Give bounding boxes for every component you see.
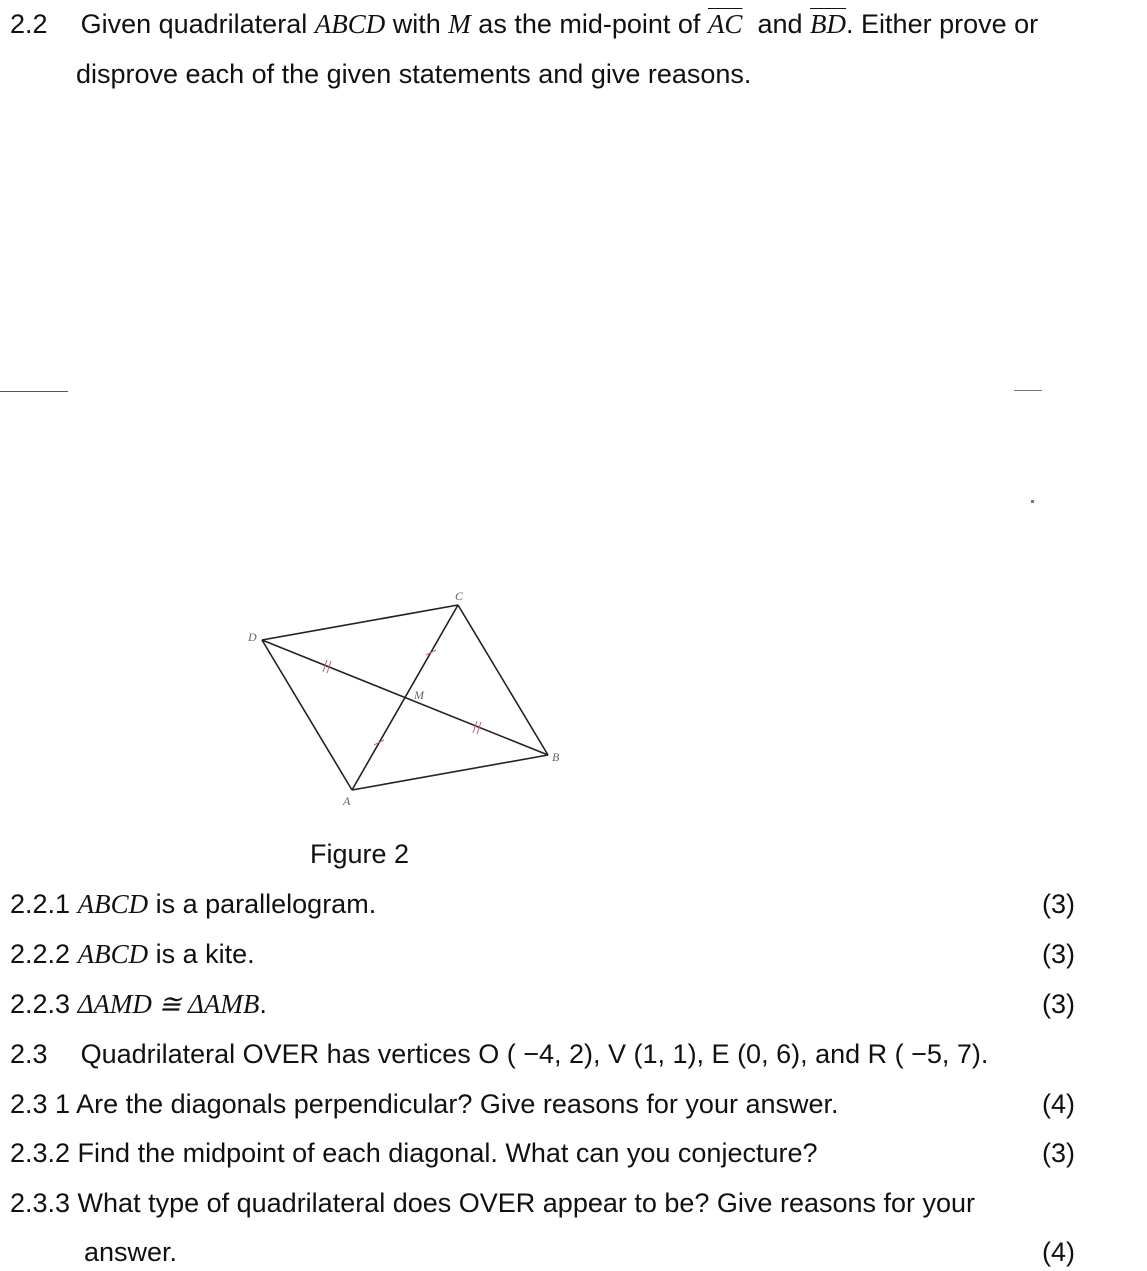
scan-speck [1014,390,1042,391]
side-ad [262,640,352,790]
label-b: B [552,750,560,764]
side-cb [458,605,548,755]
label-a: A [343,794,351,808]
diagonal-ac [352,605,458,790]
question-number: 2.2 [10,9,48,39]
congruence-tick-marks [323,650,481,745]
item-2-3-1: 2.3 1 Are the diagonals perpendicular? Give reasons for your answer. [10,1089,839,1119]
item-2-3-3-continued: answer. [84,1237,178,1267]
math-abcd: ABCD [314,9,386,39]
question-2-3: 2.3 Quadrilateral OVER has vertices O ( −4, 2), V (1, 1), E (0, 6), and R ( −5, 7). [10,1039,989,1069]
item-2-2-1: 2.2.1 ABCD is a parallelogram. [10,889,377,919]
marks-2-2-2: (3) [1042,939,1075,969]
marks-2-3-1: (4) [1042,1089,1075,1119]
marks-2-3-3: (4) [1042,1237,1075,1267]
scan-speck [1031,500,1034,503]
figure-2-quadrilateral [230,585,570,815]
divider-rule [0,391,68,392]
label-m: M [414,688,424,702]
marks-2-3-2: (3) [1042,1138,1075,1168]
item-2-2-3: 2.2.3 ΔAMD ≅ ΔAMB. [10,989,267,1019]
label-c: C [455,589,464,603]
marks-2-2-3: (3) [1042,989,1075,1019]
side-dc [262,605,458,640]
item-2-3-3: 2.3.3 What type of quadrilateral does OVER appear to be? Give reasons for your [10,1188,976,1218]
math-segment-ac: $\overline{AC}$ [707,9,743,39]
item-2-3-2: 2.3.2 Find the midpoint of each diagonal. What can you conjecture? [10,1138,818,1168]
item-2-2-2: 2.2.2 ABCD is a kite. [10,939,255,969]
math-segment-bd: $\overline{BD}$ [810,9,847,39]
question-number: 2.3 [10,1039,48,1069]
marks-2-2-1: (3) [1042,889,1075,919]
figure-caption: Figure 2 [310,839,410,869]
question-2-2-line-2: disprove each of the given statements and give reasons. [76,59,752,89]
side-ba [352,755,548,790]
math-m: M [448,9,471,39]
label-d: D [248,630,257,644]
quadrilateral-outline [262,605,548,790]
question-2-2-line-1: 2.2 Given quadrilateral ABCD with M as the mid-point of $\overline{AC}$ and $\overline{BD}$. Either prove or [10,9,1039,39]
